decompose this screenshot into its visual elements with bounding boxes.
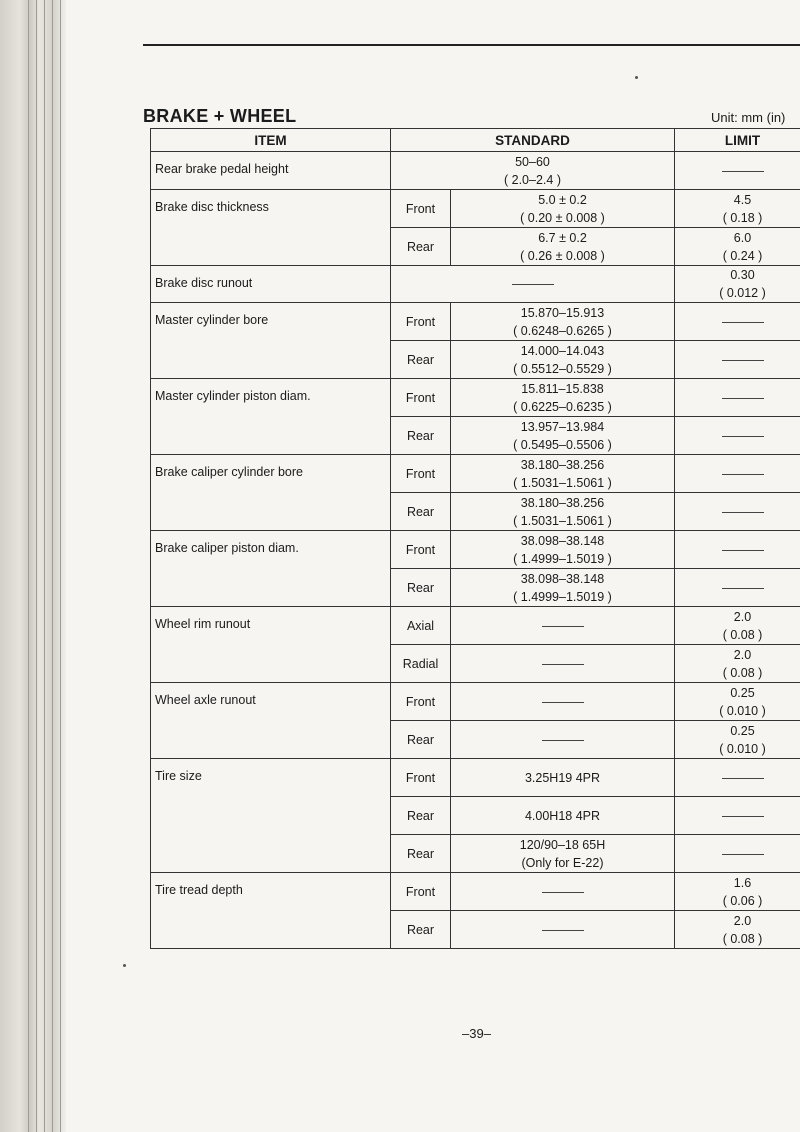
unit-label: Unit: mm (in) <box>711 110 786 125</box>
standard-value: 15.811–15.838 <box>521 381 604 396</box>
standard-value-inch: ( 0.5495–0.5506 ) <box>513 437 612 452</box>
item-name-cell: Tire tread depth <box>151 873 391 949</box>
limit-cell <box>675 455 800 493</box>
table-row <box>151 873 800 911</box>
standard-cell <box>451 797 675 835</box>
standard-value: 15.870–15.913 <box>520 305 605 320</box>
standard-cell <box>451 569 675 607</box>
position-cell: Rear <box>391 797 451 835</box>
standard-value-inch: ( 1.5031–1.5061 ) <box>513 513 612 528</box>
standard-value: 38.180–38.256 <box>520 457 605 472</box>
limit-cell <box>675 152 800 190</box>
standard-value: 50–60 <box>515 154 550 169</box>
limit-value: 6.0 <box>733 230 752 245</box>
standard-cell <box>451 721 675 759</box>
dash-mark <box>542 930 584 931</box>
position-cell: Front <box>391 873 451 911</box>
standard-value: 14.000–14.043 <box>520 343 605 358</box>
position-cell: Front <box>391 455 451 493</box>
standard-value: 38.098–38.148 <box>520 533 605 548</box>
limit-value-inch: ( 0.08 ) <box>722 627 763 642</box>
position-cell: Rear <box>391 569 451 607</box>
standard-cell <box>451 455 675 493</box>
limit-cell <box>675 873 800 911</box>
standard-value: 6.7 ± 0.2 <box>538 230 587 245</box>
limit-value-inch: ( 0.24 ) <box>722 248 763 263</box>
dash-mark <box>542 664 584 665</box>
limit-value: 2.0 <box>733 647 752 662</box>
limit-value-inch: ( 0.18 ) <box>722 210 763 225</box>
standard-value-inch: ( 0.5512–0.5529 ) <box>513 361 612 376</box>
standard-cell <box>451 911 675 949</box>
dash-mark <box>722 512 764 513</box>
page-number: –39– <box>462 1026 491 1041</box>
standard-cell <box>451 607 675 645</box>
standard-value-inch: ( 0.6225–0.6235 ) <box>513 399 612 414</box>
standard-value-inch: (Only for E-22) <box>521 855 604 870</box>
standard-cell <box>451 493 675 531</box>
position-cell: Rear <box>391 493 451 531</box>
standard-value: 4.00H18 4PR <box>524 808 601 823</box>
standard-cell <box>451 417 675 455</box>
limit-cell <box>675 228 800 266</box>
position-cell: Rear <box>391 228 451 266</box>
table-row <box>151 683 800 721</box>
limit-cell <box>675 911 800 949</box>
position-cell: Rear <box>391 835 451 873</box>
dash-mark <box>542 626 584 627</box>
header-limit: LIMIT <box>675 129 800 152</box>
limit-cell <box>675 607 800 645</box>
limit-cell <box>675 379 800 417</box>
standard-value: 5.0 ± 0.2 <box>538 192 587 207</box>
table-row <box>151 759 800 797</box>
dash-mark <box>542 702 584 703</box>
dash-mark <box>542 892 584 893</box>
header-item: ITEM <box>151 129 391 152</box>
limit-cell <box>675 493 800 531</box>
dash-mark <box>512 284 554 285</box>
dash-mark <box>722 474 764 475</box>
standard-cell <box>451 341 675 379</box>
standard-cell <box>451 645 675 683</box>
standard-value: 3.25H19 4PR <box>524 770 601 785</box>
position-cell: Front <box>391 190 451 228</box>
limit-value: 2.0 <box>733 609 752 624</box>
limit-value-inch: ( 0.08 ) <box>722 665 763 680</box>
book-page-edge <box>0 0 66 1132</box>
limit-cell <box>675 190 800 228</box>
limit-cell <box>675 266 800 303</box>
table-row <box>151 607 800 645</box>
speck <box>123 964 126 967</box>
limit-value: 2.0 <box>733 913 752 928</box>
dash-mark <box>722 816 764 817</box>
limit-value-inch: ( 0.08 ) <box>722 931 763 946</box>
standard-cell <box>391 152 675 190</box>
dash-mark <box>722 588 764 589</box>
item-name-cell: Wheel rim runout <box>151 607 391 683</box>
item-name-cell: Master cylinder bore <box>151 303 391 379</box>
position-cell: Front <box>391 303 451 341</box>
standard-cell <box>391 266 675 303</box>
standard-cell <box>451 303 675 341</box>
position-cell: Rear <box>391 341 451 379</box>
standard-value: 38.180–38.256 <box>520 495 605 510</box>
standard-value-inch: ( 1.4999–1.5019 ) <box>513 589 612 604</box>
item-name-cell: Rear brake pedal height <box>151 152 391 190</box>
dash-mark <box>722 322 764 323</box>
dash-mark <box>542 740 584 741</box>
limit-value: 1.6 <box>733 875 752 890</box>
standard-value-inch: ( 2.0–2.4 ) <box>504 172 561 187</box>
position-cell: Front <box>391 759 451 797</box>
position-cell: Axial <box>391 607 451 645</box>
dash-mark <box>722 171 764 172</box>
standard-cell <box>451 873 675 911</box>
limit-cell <box>675 759 800 797</box>
standard-value-inch: ( 0.26 ± 0.008 ) <box>520 248 605 263</box>
standard-value: 120/90–18 65H <box>519 837 606 852</box>
item-name-cell: Wheel axle runout <box>151 683 391 759</box>
dash-mark <box>722 854 764 855</box>
table-row <box>151 455 800 493</box>
limit-cell <box>675 721 800 759</box>
position-cell: Rear <box>391 721 451 759</box>
table-row <box>151 152 800 190</box>
limit-cell <box>675 341 800 379</box>
table-row <box>151 531 800 569</box>
standard-cell <box>451 835 675 873</box>
table-row <box>151 303 800 341</box>
dash-mark <box>722 398 764 399</box>
speck <box>635 76 638 79</box>
item-name-cell: Master cylinder piston diam. <box>151 379 391 455</box>
item-name-cell: Brake caliper piston diam. <box>151 531 391 607</box>
position-cell: Radial <box>391 645 451 683</box>
standard-value-inch: ( 0.6248–0.6265 ) <box>513 323 612 338</box>
position-cell: Front <box>391 379 451 417</box>
standard-cell <box>451 379 675 417</box>
header-standard: STANDARD <box>391 129 675 152</box>
standard-cell <box>451 683 675 721</box>
dash-mark <box>722 778 764 779</box>
standard-value-inch: ( 0.20 ± 0.008 ) <box>520 210 605 225</box>
item-name-cell: Brake disc runout <box>151 266 391 303</box>
limit-cell <box>675 683 800 721</box>
standard-value-inch: ( 1.5031–1.5061 ) <box>513 475 612 490</box>
position-cell: Rear <box>391 911 451 949</box>
limit-cell <box>675 569 800 607</box>
header-rule <box>143 44 800 46</box>
limit-value-inch: ( 0.012 ) <box>719 286 766 300</box>
table-row <box>151 190 800 228</box>
standard-cell <box>451 228 675 266</box>
standard-value-inch: ( 1.4999–1.5019 ) <box>513 551 612 566</box>
limit-cell <box>675 835 800 873</box>
position-cell: Front <box>391 683 451 721</box>
standard-cell <box>451 190 675 228</box>
limit-cell <box>675 645 800 683</box>
limit-value: 0.25 <box>730 723 755 738</box>
item-name-cell: Brake disc thickness <box>151 190 391 266</box>
dash-mark <box>722 360 764 361</box>
standard-cell <box>451 531 675 569</box>
limit-value-inch: ( 0.010 ) <box>719 741 766 756</box>
limit-cell <box>675 797 800 835</box>
limit-cell <box>675 303 800 341</box>
table-row <box>151 266 800 303</box>
position-cell: Front <box>391 531 451 569</box>
table-row <box>151 379 800 417</box>
item-name-cell: Tire size <box>151 759 391 873</box>
limit-value: 0.25 <box>730 685 755 700</box>
section-title: BRAKE + WHEEL <box>143 106 297 126</box>
table-header-row <box>151 129 800 152</box>
dash-mark <box>722 436 764 437</box>
spec-table <box>150 128 800 949</box>
standard-cell <box>451 759 675 797</box>
limit-value: 4.5 <box>733 192 752 207</box>
limit-cell <box>675 531 800 569</box>
limit-value: 0.30 <box>730 268 755 282</box>
dash-mark <box>722 550 764 551</box>
limit-value-inch: ( 0.06 ) <box>722 893 763 908</box>
limit-cell <box>675 417 800 455</box>
standard-value: 38.098–38.148 <box>520 571 605 586</box>
item-name-cell: Brake caliper cylinder bore <box>151 455 391 531</box>
position-cell: Rear <box>391 417 451 455</box>
standard-value: 13.957–13.984 <box>520 419 605 434</box>
limit-value-inch: ( 0.010 ) <box>719 703 766 718</box>
